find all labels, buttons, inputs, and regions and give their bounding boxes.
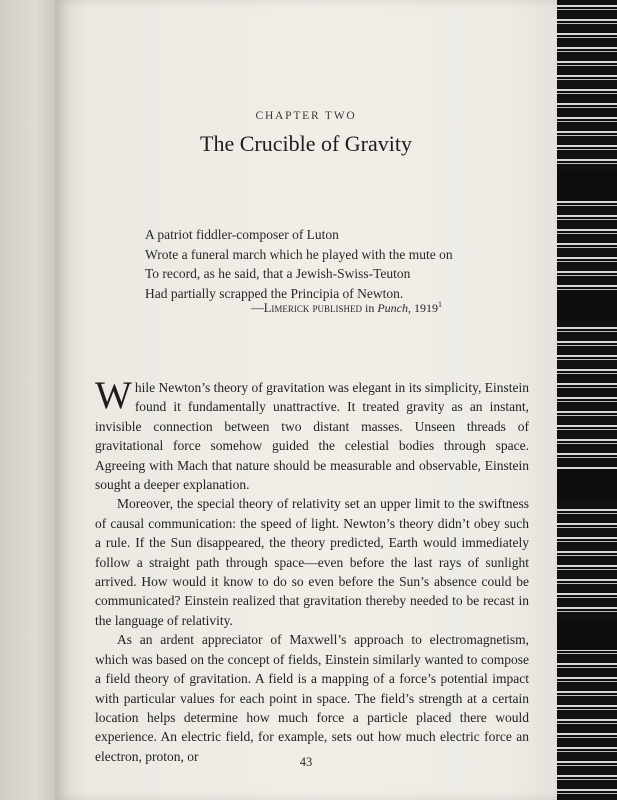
fabric-dark-band	[557, 620, 617, 650]
epigraph-poem	[145, 225, 453, 303]
paragraph-3: As an ardent appreciator of Maxwell’s approach to electromagnetism, which was based on the concept of fields, Einstein similarly wanted to compose a field theory of gravitation. A field is a mapping of a force’s potential impact with particular values for each point in space. The field’s strength at a certain location helps determine how much force a particle placed there would experience. An electric field, for example, sets out how much electric force an electron, proton, or	[95, 632, 529, 764]
poem-line: A patriot fiddler-composer of Luton	[145, 227, 339, 242]
page-number: 43	[299, 755, 313, 769]
facing-page-edge	[0, 0, 60, 800]
drop-cap: W	[95, 374, 132, 417]
fabric-dark-band	[557, 170, 617, 200]
chapter-title: The Crucible of Gravity	[200, 131, 412, 156]
attribution-prefix: —Limerick published	[251, 301, 362, 315]
epigraph-attribution	[251, 300, 442, 316]
body-text	[95, 374, 529, 766]
attribution-year: , 1919	[408, 301, 438, 315]
paragraph-1	[95, 374, 529, 494]
fabric-dark-band	[557, 470, 617, 500]
chapter-label: CHAPTER TWO	[255, 110, 357, 122]
striped-fabric-background	[557, 0, 617, 800]
poem-line: To record, as he said, that a Jewish-Swiss-Teuton	[145, 266, 411, 281]
poem-line: Wrote a funeral march which he played with the mute on	[145, 246, 453, 262]
attribution-in: in	[365, 301, 375, 315]
paragraph-2: Moreover, the special theory of relativity set an upper limit to the swiftness of causal communication: the speed of light. Newton’s theory didn’t obey such a rule. If the Sun disappeared, the theory predicted, Earth would immediately follow a straight path through space—even before the last rays of sunlight arrived. How would it know to do so even before the Sun’s absence could be communicated? Einstein realized that gravitation thereby needed to be recast in the language of relativity.	[95, 496, 529, 628]
fabric-dark-band	[557, 290, 617, 320]
paragraph-1-text: hile Newton’s theory of gravitation was elegant in its simplicity, Einstein found it fundamentally unattractive. It treated gravity as an instant, invisible connection between two distant masses. Unseen threads of gravitational force somehow guided the celestial bodies through space. Agreeing with Mach that nature should be measurable and observable, Einstein sought a deeper explanation.	[95, 380, 529, 493]
book-page	[55, 0, 557, 800]
footnote-marker: 1	[438, 300, 442, 309]
attribution-source: Punch	[377, 301, 408, 315]
poem-line: Had partially scrapped the Principia of Newton.	[145, 285, 404, 301]
